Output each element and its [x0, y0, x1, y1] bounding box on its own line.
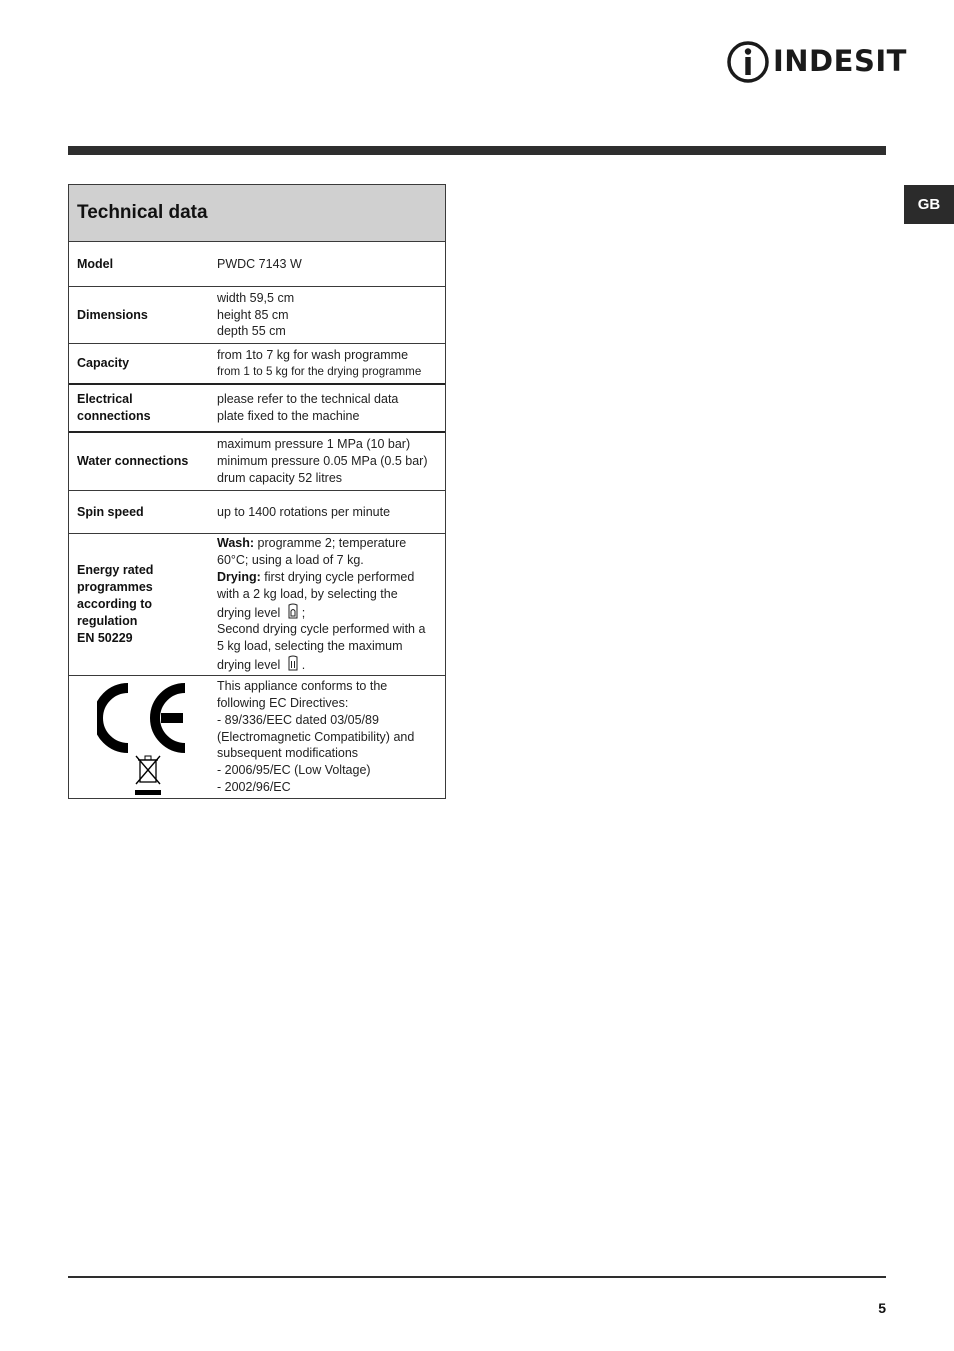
drying-line: Drying: first drying cycle performed — [217, 569, 415, 584]
table-row-energy — [69, 533, 445, 675]
drying-line: with a 2 kg load, by selecting the — [217, 586, 398, 601]
row-value-line: height 85 cm — [217, 307, 289, 322]
row-label: Water connections — [77, 454, 189, 468]
row-label: Electrical connections — [77, 392, 151, 423]
conformity-line: following EC Directives: — [217, 696, 349, 710]
row-value-line: depth 55 cm — [217, 324, 286, 339]
ce-mark-icon — [97, 682, 197, 754]
indesit-logo-icon — [726, 40, 770, 84]
row-value-line: drum capacity 52 litres — [217, 470, 343, 485]
conformity-line: (Electromagnetic Compatibility) and — [217, 729, 415, 744]
row-value-line: from 1to 7 kg for wash programme — [217, 347, 409, 362]
row-value-line: maximum pressure 1 MPa (10 bar) — [217, 437, 411, 452]
weee-crossed-bin-icon — [133, 754, 163, 796]
brand-logo — [726, 40, 907, 84]
table-row-electrical — [69, 383, 445, 431]
drying-line: 5 kg load, selecting the maximum — [217, 639, 403, 654]
conformity-line: - 2002/96/EC — [217, 779, 291, 794]
wash-line: Wash: programme 2; temperature — [217, 536, 407, 551]
row-label: Spin speed — [77, 504, 144, 519]
brand-name: INDESIT — [773, 44, 907, 78]
conformity-line: - 89/336/EEC dated 03/05/89 — [217, 712, 379, 727]
row-value-line: plate fixed to the machine — [217, 409, 360, 423]
row-label: Dimensions — [77, 307, 148, 322]
technical-data-table — [68, 184, 446, 799]
conformity-line: - 2006/95/EC (Low Voltage) — [217, 763, 371, 778]
row-label: Model — [77, 256, 114, 271]
row-value: up to 1400 rotations per minute — [217, 504, 391, 519]
row-value-line: from 1 to 5 kg for the drying programme — [217, 364, 422, 378]
table-row-spin-speed — [69, 490, 445, 533]
conformity-line: subsequent modifications — [217, 746, 359, 761]
table-row-capacity — [69, 343, 445, 383]
drying-line: drying level . — [217, 655, 439, 674]
language-tab: GB — [904, 185, 954, 224]
row-value-line: please refer to the technical data — [217, 392, 399, 407]
row-label: Capacity — [77, 356, 130, 370]
bottom-divider — [68, 1276, 886, 1278]
table-row-water — [69, 431, 445, 490]
conformity-marks — [69, 676, 209, 798]
wash-line: 60°C; using a load of 7 kg. — [217, 553, 364, 568]
drying-level-max-icon — [285, 655, 301, 672]
drying-line: Second drying cycle performed with a — [217, 622, 426, 637]
row-value-line: width 59,5 cm — [217, 290, 295, 305]
table-row-model — [69, 242, 445, 286]
table-title: Technical data — [69, 185, 445, 242]
table-row-conformity — [69, 675, 445, 798]
page-number: 5 — [878, 1300, 886, 1316]
drying-level-cupboard-icon — [285, 603, 301, 620]
drying-line: drying level ; — [217, 603, 439, 622]
conformity-line: This appliance conforms to the — [217, 679, 388, 694]
top-divider — [68, 146, 886, 155]
row-label: Energy rated programmes according to regulation EN 50229 — [77, 563, 154, 645]
row-value: PWDC 7143 W — [217, 256, 302, 271]
table-row-dimensions — [69, 286, 445, 343]
row-value-line: minimum pressure 0.05 MPa (0.5 bar) — [217, 454, 428, 469]
